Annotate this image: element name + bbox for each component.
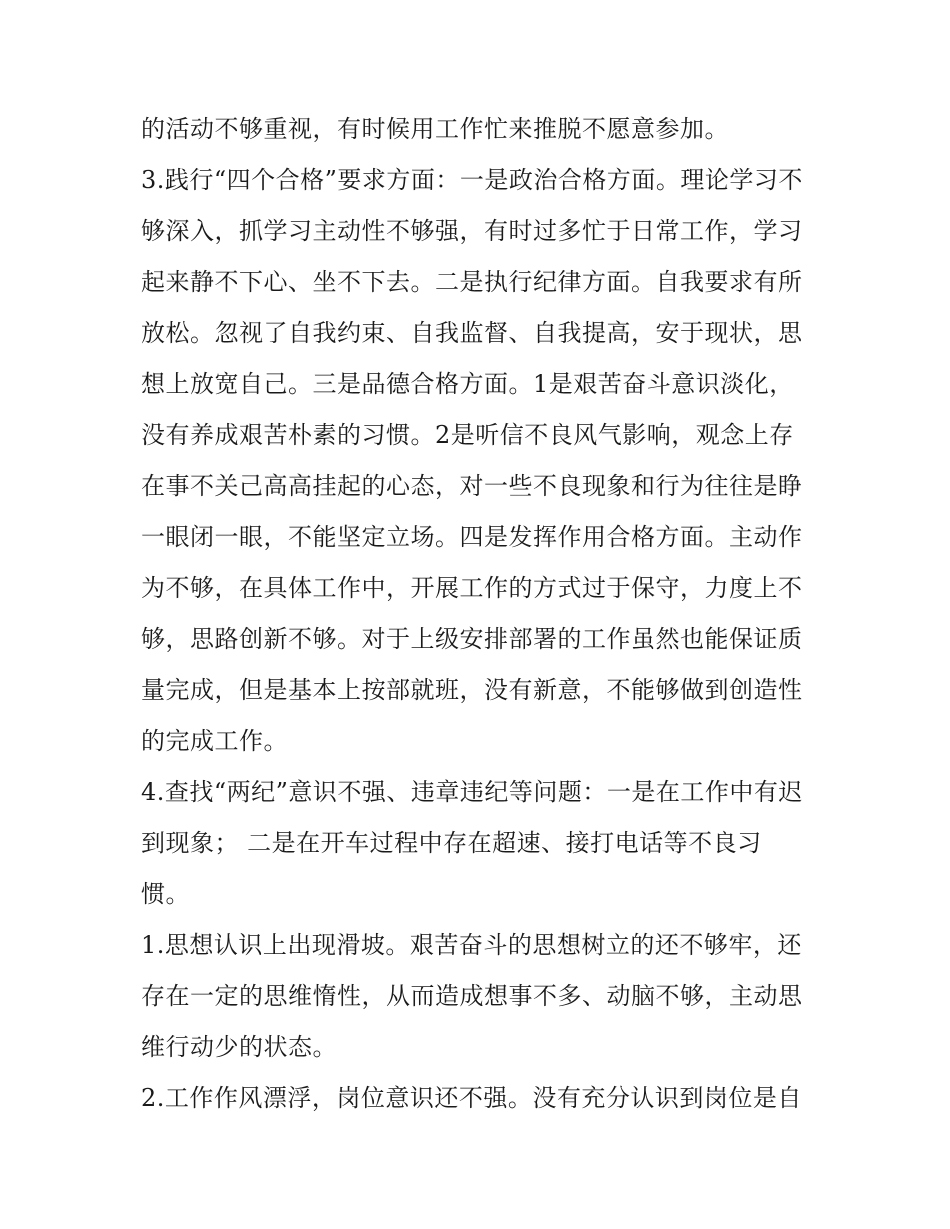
text-line: 量完成，但是基本上按部就班，没有新意，不能够做到创造性 xyxy=(141,676,803,704)
text-line: 够，思路创新不够。对于上级安排部署的工作虽然也能保证质 xyxy=(141,625,803,653)
text-line: 存在一定的思维惰性，从而造成想事不多、动脑不够，主动思 xyxy=(141,982,803,1010)
text-line: 的活动不够重视，有时候用工作忙来推脱不愿意参加。 xyxy=(141,115,729,143)
text-line: 4.查找“两纪”意识不强、违章违纪等问题：一是在工作中有迟 xyxy=(141,778,803,806)
text-line: 起来静不下心、坐不下去。二是执行纪律方面。自我要求有所 xyxy=(141,268,803,296)
text-line: 2.工作作风漂浮，岗位意识还不强。没有充分认识到岗位是自 xyxy=(141,1084,802,1112)
document-body-text xyxy=(141,104,821,1124)
text-line: 放松。忽视了自我约束、自我监督、自我提高，安于现状，思 xyxy=(141,319,803,347)
text-line: 到现象； 二是在开车过程中存在超速、接打电话等不良习 xyxy=(141,829,762,857)
text-line: 够深入，抓学习主动性不够强，有时过多忙于日常工作，学习 xyxy=(141,217,803,245)
text-line: 1.思想认识上出现滑坡。艰苦奋斗的思想树立的还不够牢，还 xyxy=(141,931,802,959)
text-line: 维行动少的状态。 xyxy=(141,1033,337,1061)
text-line: 一眼闭一眼，不能坚定立场。四是发挥作用合格方面。主动作 xyxy=(141,523,803,551)
text-line: 的完成工作。 xyxy=(141,727,288,755)
text-line: 在事不关己高高挂起的心态，对一些不良现象和行为往往是睁 xyxy=(141,472,803,500)
text-line: 3.践行“四个合格”要求方面：一是政治合格方面。理论学习不 xyxy=(141,166,803,194)
text-line: 惯。 xyxy=(141,880,190,908)
text-line: 没有养成艰苦朴素的习惯。2是听信不良风气影响，观念上存 xyxy=(141,421,794,449)
text-line: 想上放宽自己。三是品德合格方面。1是艰苦奋斗意识淡化， xyxy=(141,370,794,398)
text-line: 为不够，在具体工作中，开展工作的方式过于保守，力度上不 xyxy=(141,574,803,602)
